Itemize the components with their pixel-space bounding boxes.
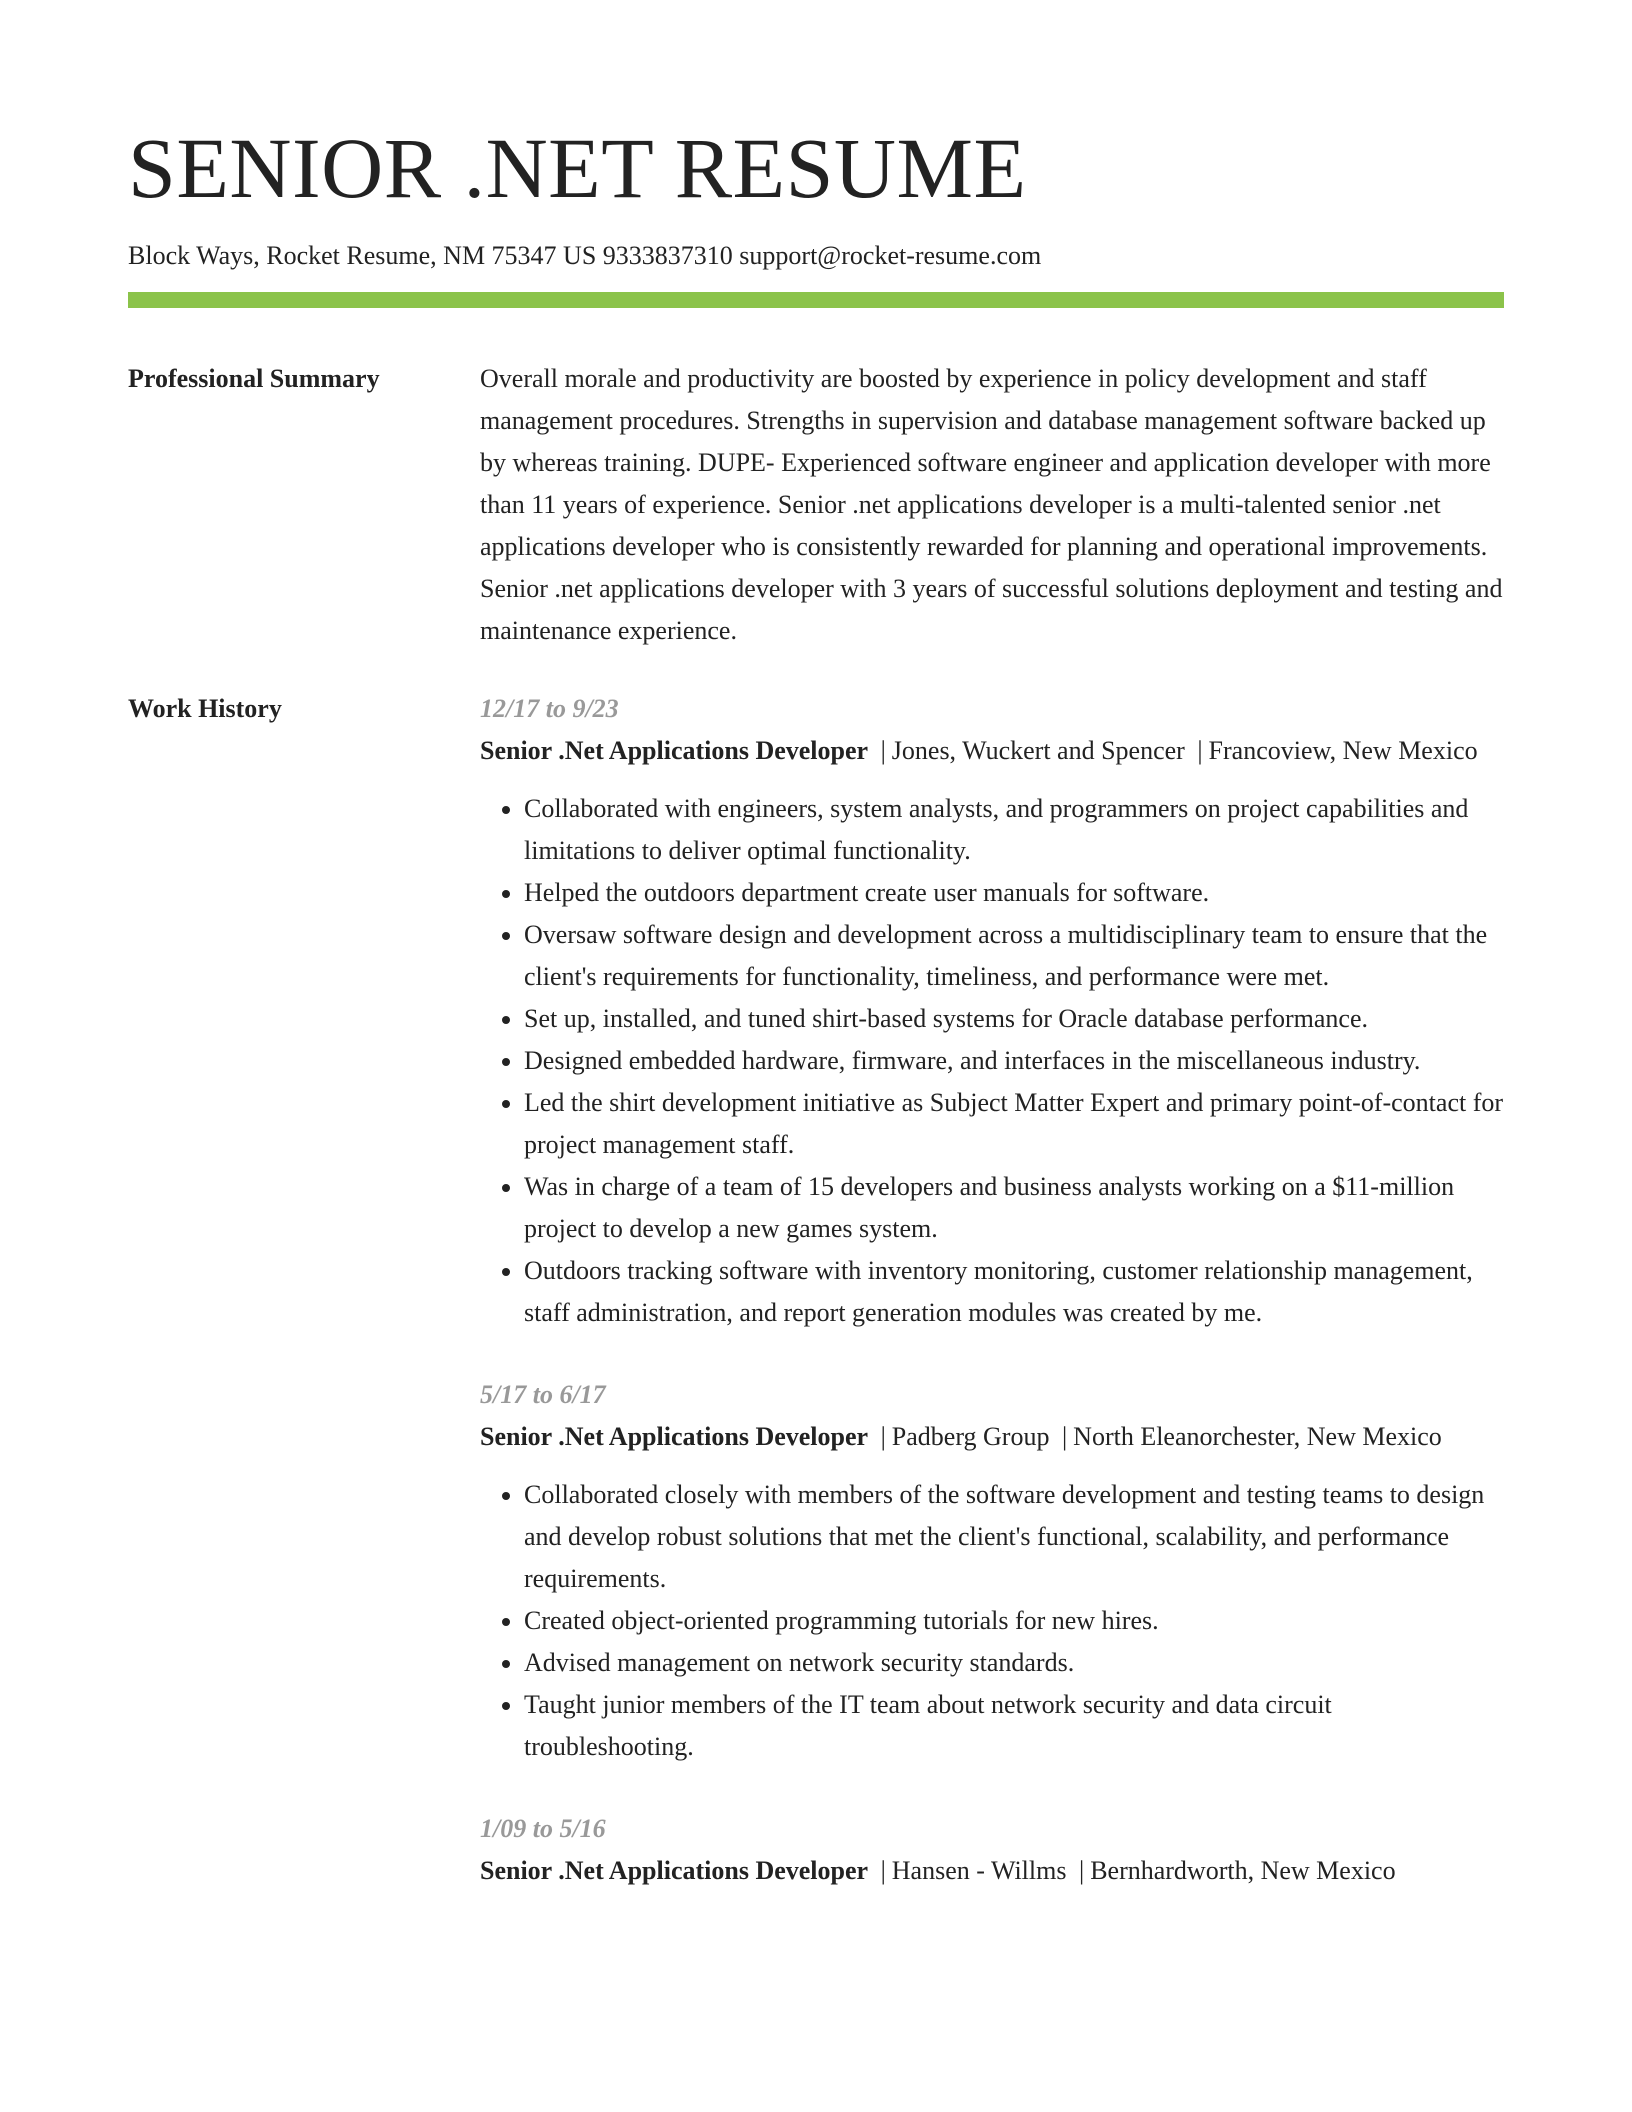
job-entry xyxy=(480,688,1504,1334)
job-bullet-list xyxy=(480,1474,1504,1768)
job-location: Bernhardworth, New Mexico xyxy=(1090,1856,1396,1885)
work-history-section xyxy=(128,688,1504,1892)
job-bullet: • Advised management on network security standards. xyxy=(524,1642,1504,1684)
separator: | xyxy=(1197,736,1203,765)
job-location: Francoview, New Mexico xyxy=(1208,736,1478,765)
section-label-work: Work History xyxy=(128,694,282,723)
job-company: Jones, Wuckert and Spencer xyxy=(891,736,1185,765)
job-bullet: • Was in charge of a team of 15 developers and business analysts working on a $11-million project to develop a new games system. xyxy=(524,1166,1504,1250)
job-heading xyxy=(480,1850,1504,1892)
job-bullet: • Led the shirt development initiative as Subject Matter Expert and primary point-of-contact for project management staff. xyxy=(524,1082,1504,1166)
job-company: Hansen - Willms xyxy=(891,1856,1067,1885)
contact-email: support@rocket-resume.com xyxy=(739,241,1042,270)
separator: | xyxy=(880,1422,886,1451)
job-bullet: • Set up, installed, and tuned shirt-based systems for Oracle database performance. xyxy=(524,998,1504,1040)
resume-title: SENIOR .NET RESUME xyxy=(128,120,1027,216)
job-bullet: • Designed embedded hardware, firmware, and interfaces in the miscellaneous industry. xyxy=(524,1040,1504,1082)
job-bullet: • Oversaw software design and development across a multidisciplinary team to ensure that the client's requirements for functionality, timeliness, and performance were met. xyxy=(524,914,1504,998)
separator: | xyxy=(1078,1856,1085,1885)
separator: | xyxy=(880,736,886,765)
job-dates: 5/17 to 6/17 xyxy=(480,1380,606,1409)
header-divider xyxy=(128,292,1504,308)
job-bullet-list xyxy=(480,788,1504,1334)
job-heading xyxy=(480,730,1504,772)
job-dates: 1/09 to 5/16 xyxy=(480,1814,606,1843)
job-bullet: • Helped the outdoors department create user manuals for software. xyxy=(524,872,1504,914)
job-entry xyxy=(480,1808,1504,1892)
summary-text: Overall morale and productivity are boosted by experience in policy development and staff management procedures. Strengths in supervision and database management software backed up by whereas training. DUPE- Experienced software engineer and application developer with more than 11 years of experience. Senior .net applications developer is a multi-talented senior .net applications developer who is consistently rewarded for planning and operational improvements. Senior .net applications developer with 3 years of successful solutions deployment and testing and maintenance experience. xyxy=(480,364,1503,645)
separator: | xyxy=(880,1856,886,1885)
job-company: Padberg Group xyxy=(891,1422,1050,1451)
contact-line xyxy=(128,240,1504,272)
job-title: Senior .Net Applications Developer xyxy=(480,1422,869,1451)
job-title: Senior .Net Applications Developer xyxy=(480,736,869,765)
job-heading xyxy=(480,1416,1504,1458)
job-bullet: • Taught junior members of the IT team about network security and data circuit troubleshooting. xyxy=(524,1684,1504,1768)
section-label-summary: Professional Summary xyxy=(128,364,380,393)
job-title: Senior .Net Applications Developer xyxy=(480,1856,869,1885)
work-history-body xyxy=(480,688,1504,1892)
job-location: North Eleanorchester, New Mexico xyxy=(1073,1422,1442,1451)
job-bullet: • Created object-oriented programming tutorials for new hires. xyxy=(524,1600,1504,1642)
job-bullet: • Collaborated with engineers, system analysts, and programmers on project capabilities and limitations to deliver optimal functionality. xyxy=(524,788,1504,872)
contact-phone: 9333837310 xyxy=(602,241,733,270)
job-entry xyxy=(480,1374,1504,1768)
contact-address: Block Ways, Rocket Resume, NM 75347 US xyxy=(128,241,597,270)
job-dates: 12/17 to 9/23 xyxy=(480,694,619,723)
job-bullet: • Outdoors tracking software with inventory monitoring, customer relationship management, staff administration, and report generation modules was created by me. xyxy=(524,1250,1504,1334)
job-bullet: • Collaborated closely with members of the software development and testing teams to design and develop robust solutions that met the client's functional, scalability, and performance requirements. xyxy=(524,1474,1504,1600)
separator: | xyxy=(1061,1422,1068,1451)
summary-body xyxy=(480,358,1504,652)
professional-summary-section xyxy=(128,358,1504,652)
